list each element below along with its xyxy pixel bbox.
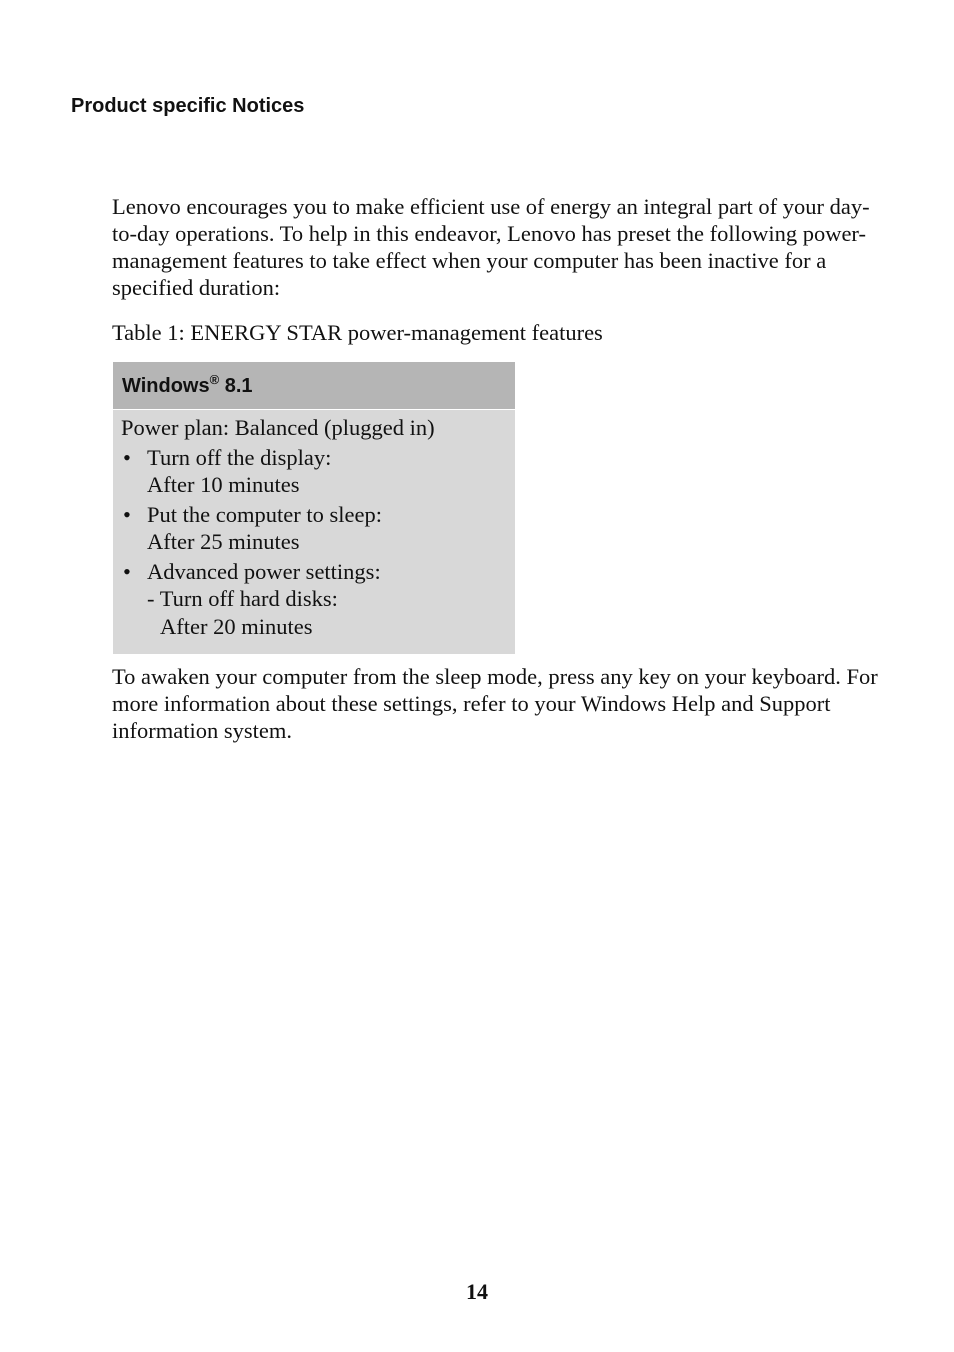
table-caption: Table 1: ENERGY STAR power-management features [112,320,603,345]
feature-label: Advanced power settings: [147,558,381,584]
feature-sub-label: - Turn off hard disks: [147,586,338,611]
feature-detail: After 25 minutes [147,529,300,554]
feature-item-display [121,444,515,499]
outro-paragraph: To awaken your computer from the sleep mode, press any key on your keyboard. For more information about these settings, refer to your Windows Help and Support information system. [112,664,878,743]
energy-star-table [113,362,515,654]
feature-label: Turn off the display: [147,444,332,470]
feature-label: Put the computer to sleep: [147,501,382,527]
bullet-icon: • [123,558,131,584]
os-name: Windows [122,375,210,397]
feature-item-sleep [121,501,515,556]
power-plan: Power plan: Balanced (plugged in) [121,415,435,440]
intro-paragraph: Lenovo encourages you to make efficient use of energy an integral part of your day-to-day operations. To help in this endeavor, Lenovo has preset the following power-management features to take effect when your computer has been inactive for a specified duration: [112,194,870,300]
page-number: 14 [466,1279,488,1304]
os-version: 8.1 [219,375,253,397]
feature-sub-detail: After 20 minutes [160,613,313,639]
bullet-icon: • [123,444,131,470]
table-body [113,410,515,640]
table-header [113,362,515,410]
section-title: Product specific Notices [71,95,305,117]
feature-list [121,444,515,641]
feature-item-advanced [121,558,515,641]
feature-detail: After 10 minutes [147,472,300,497]
registered-mark: ® [209,372,220,387]
bullet-icon: • [123,501,131,527]
